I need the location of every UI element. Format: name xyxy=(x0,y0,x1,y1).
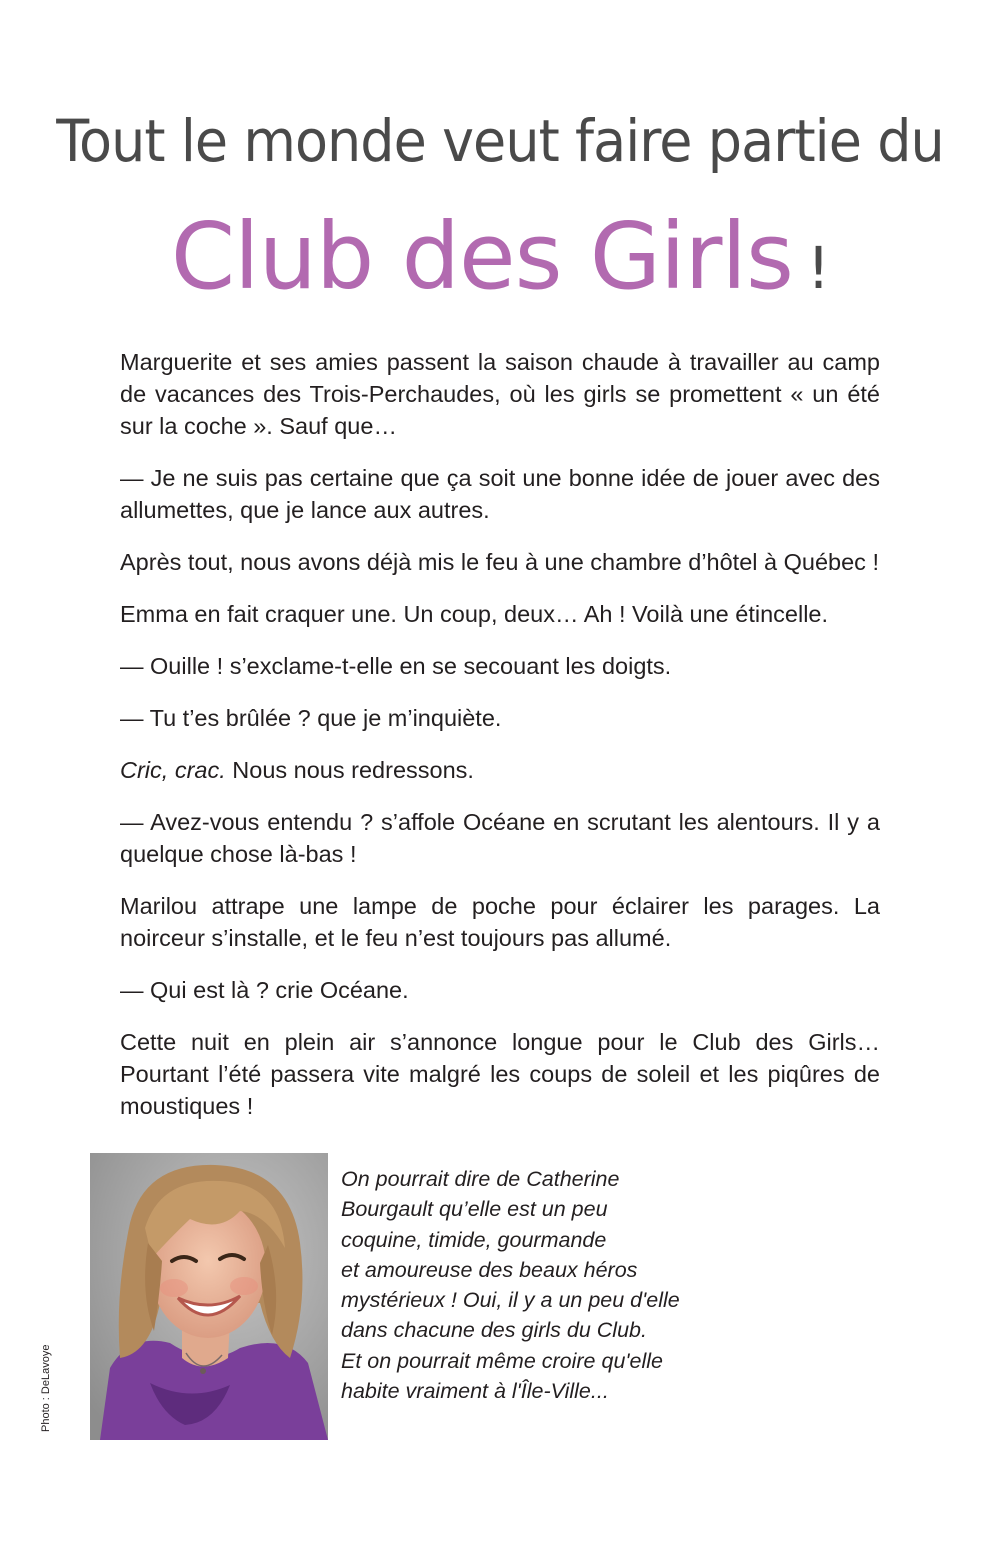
blurb-paragraph: — Qui est là ? crie Océane. xyxy=(120,977,409,1003)
author-bio xyxy=(341,1164,711,1406)
blurb-text: Nous nous redressons. xyxy=(225,757,474,783)
blurb-paragraph: — Je ne suis pas certaine que ça soit une bonne idée de jouer avec des allumettes, que je lance aux autres. xyxy=(120,465,880,523)
blurb-paragraph xyxy=(120,754,880,786)
bio-line: Bourgault qu’elle est un peu xyxy=(341,1197,608,1222)
blurb-paragraph: — Ouille ! s’exclame-t-elle en se secouant les doigts. xyxy=(120,653,672,679)
blurb-paragraph: Cette nuit en plein air s’annonce longue pour le Club des Girls… Pourtant l’été passera vite malgré les coups de soleil et les piqûres de moustiques ! xyxy=(120,1029,880,1119)
blurb-paragraph: Marguerite et ses amies passent la saison chaude à travailler au camp de vacances des Trois-Perchaudes, où les girls se promettent « un été sur la coche ». Sauf que… xyxy=(120,349,880,439)
blurb-paragraph: Marilou attrape une lampe de poche pour éclairer les parages. La noirceur s’installe, et le feu n’est toujours pas allumé. xyxy=(120,893,880,951)
bio-line: coquine, timide, gourmande xyxy=(341,1227,607,1252)
blurb-paragraph: — Avez-vous entendu ? s’affole Océane en scrutant les alentours. Il y a quelque chose là-bas ! xyxy=(120,809,880,867)
blurb-paragraph: Emma en fait craquer une. Un coup, deux… Ah ! Voilà une étincelle. xyxy=(120,601,829,627)
back-cover-headline xyxy=(0,98,1000,323)
bio-line: dans chacune des girls du Club. xyxy=(341,1318,647,1343)
bio-line: habite vraiment à l'Île-Ville... xyxy=(341,1379,609,1404)
author-portrait-illustration xyxy=(90,1153,328,1440)
club-name: Club des Girls xyxy=(170,203,793,310)
headline-exclamation: ! xyxy=(806,234,830,302)
headline-line-1: Tout le monde veut faire partie du xyxy=(56,107,944,175)
bio-line: Et on pourrait même croire qu'elle xyxy=(341,1348,663,1373)
photo-credit: Photo : DeLavoye xyxy=(40,1344,52,1432)
author-photo xyxy=(90,1153,328,1440)
bio-line: et amoureuse des beaux héros xyxy=(341,1257,638,1282)
sound-effect-text: Cric, crac. xyxy=(120,757,226,783)
bio-line: mystérieux ! Oui, il y a un peu d'elle xyxy=(341,1288,680,1313)
bio-line: On pourrait dire de Catherine xyxy=(341,1167,620,1191)
story-blurb xyxy=(120,346,880,1142)
blurb-paragraph: — Tu t’es brûlée ? que je m’inquiète. xyxy=(120,705,502,731)
headline-line-2 xyxy=(0,202,1000,323)
blurb-paragraph: Après tout, nous avons déjà mis le feu à une chambre d’hôtel à Québec ! xyxy=(120,549,879,575)
